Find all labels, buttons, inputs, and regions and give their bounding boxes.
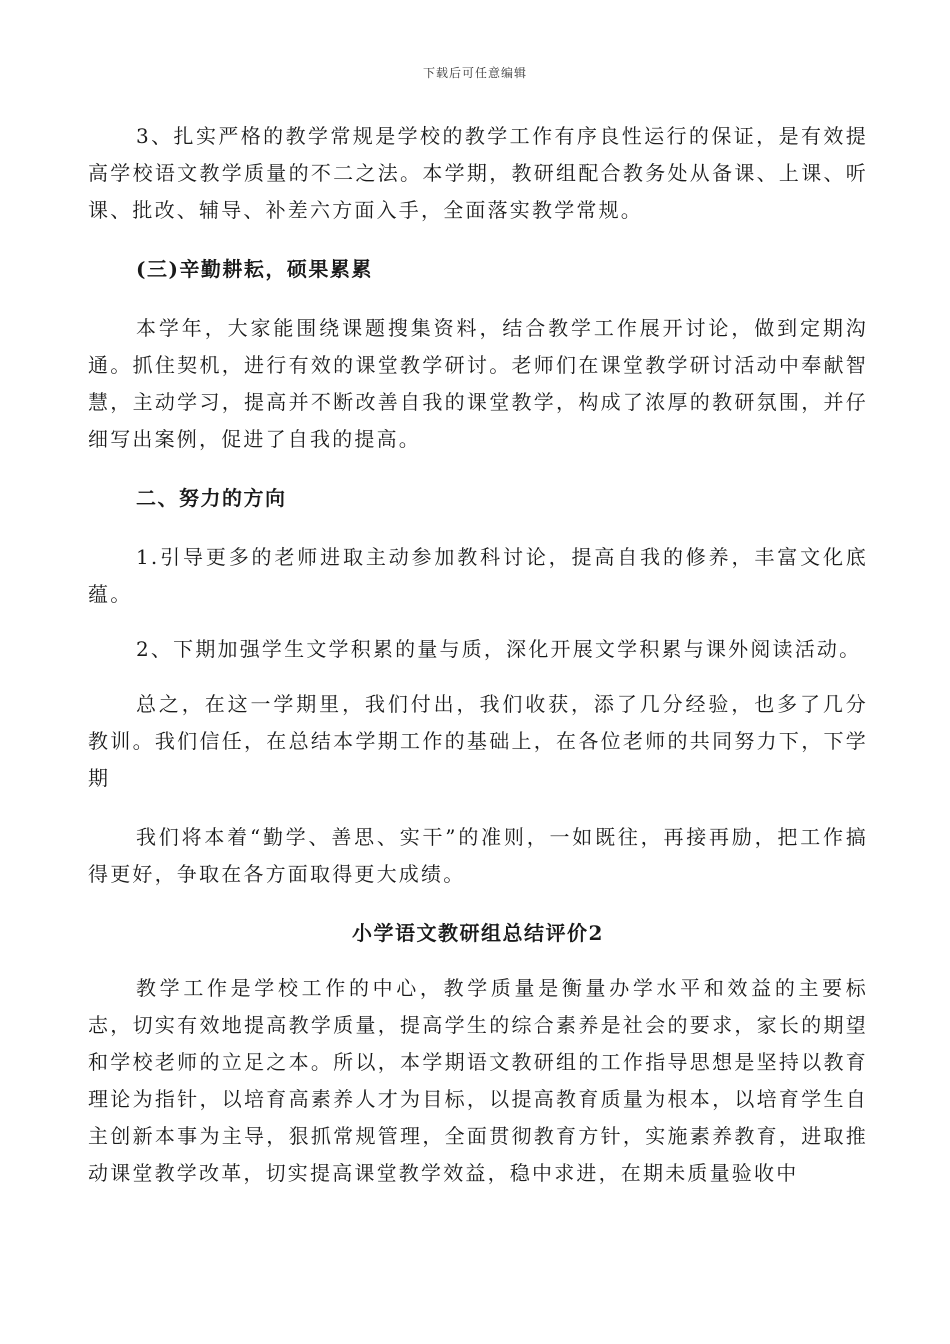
section-heading-direction: 二、努力的方向 (136, 486, 287, 510)
section-heading-achievements: (三)辛勤耕耘，硕果累累 (136, 257, 373, 281)
paragraph-research-activities: 本学年，大家能围绕课题搜集资料，结合教学工作展开讨论，做到定期沟通。抓住契机，进行有效的课堂教学研讨。老师们在课堂教学研讨活动中奉献智慧，主动学习，提高并不断改善自我的课堂教学，构成了浓厚的教研氛围，并仔细写出案例，促进了自我的提高。 (88, 316, 868, 451)
document-title-2: 小学语文教研组总结评价2 (352, 921, 604, 945)
document-body (88, 118, 868, 1192)
paragraph-teaching-routine: 3、扎实严格的教学常规是学校的教学工作有序良性运行的保证，是有效提高学校语文教学质量的不二之法。本学期，教研组配合教务处从备课、上课、听课、批改、辅导、补差六方面入手，全面落实教学常规。 (88, 124, 868, 222)
header-note: 下载后可任意编辑 (422, 66, 527, 80)
paragraph-closing: 我们将本着“勤学、善思、实干”的准则，一如既往，再接再励，把工作搞得更好，争取在各方面取得更大成绩。 (88, 825, 868, 886)
paragraph-summary: 总之，在这一学期里，我们付出，我们收获，添了几分经验，也多了几分教训。我们信任，在总结本学期工作的基础上，在各位老师的共同努力下，下学期 (88, 692, 868, 790)
paragraph-direction-2: 2、下期加强学生文学积累的量与质，深化开展文学积累与课外阅读活动。 (136, 637, 862, 661)
paragraph-teaching-center: 教学工作是学校工作的中心，教学质量是衡量办学水平和效益的主要标志，切实有效地提高教学质量，提高学生的综合素养是社会的要求，家长的期望和学校老师的立足之本。所以，本学期语文教研组的工作指导思想是坚持以教育理论为指针，以培育高素养人才为目标，以提高教育质量为根本，以培育学生自主创新本事为主导，狠抓常规管理，全面贯彻教育方针，实施素养教育，进取推动课堂教学改革，切实提高课堂教学效益，稳中求进，在期未质量验收中 (88, 976, 868, 1185)
paragraph-direction-1: 1.引导更多的老师进取主动参加教科讨论，提高自我的修养，丰富文化底蕴。 (88, 545, 868, 606)
